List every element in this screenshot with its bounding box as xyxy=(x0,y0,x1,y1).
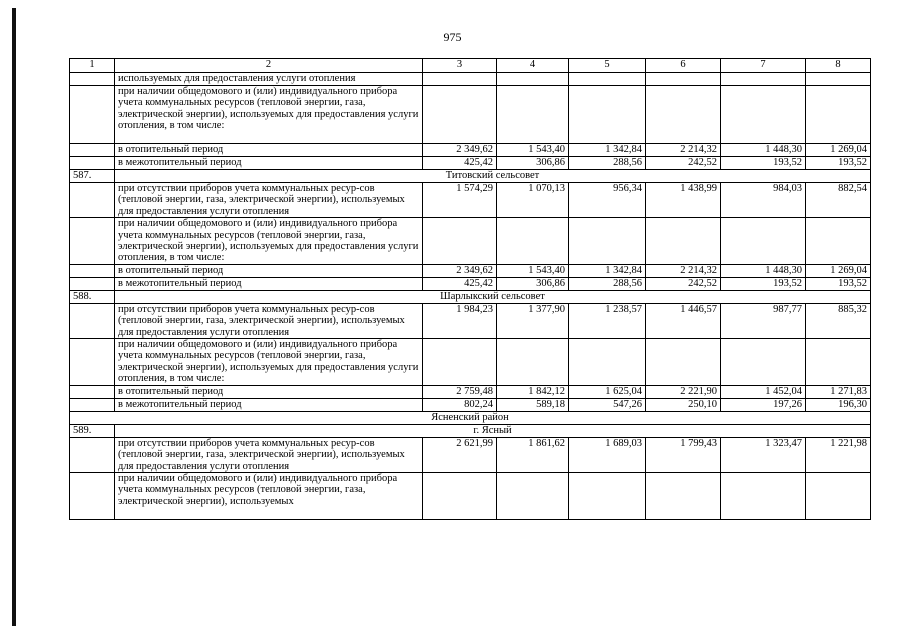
tariff-value xyxy=(569,86,646,144)
tariff-value xyxy=(646,86,721,144)
table-row xyxy=(70,303,871,338)
table-row xyxy=(70,398,871,411)
row-description: в отопительный период xyxy=(115,264,423,277)
row-number xyxy=(70,73,115,86)
tariff-value: 1 342,84 xyxy=(569,264,646,277)
tariff-value: 1 377,90 xyxy=(497,303,569,338)
tariff-value xyxy=(806,73,871,86)
tariff-value xyxy=(497,472,569,519)
tariff-value xyxy=(497,73,569,86)
tariff-value xyxy=(721,86,806,144)
tariff-value: 425,42 xyxy=(423,277,497,290)
tariff-table-body xyxy=(70,59,871,520)
table-row xyxy=(70,385,871,398)
tariff-value xyxy=(806,339,871,386)
tariff-value: 1 984,23 xyxy=(423,303,497,338)
column-header: 4 xyxy=(497,59,569,73)
tariff-value: 193,52 xyxy=(721,277,806,290)
row-description: в межотопительный период xyxy=(115,398,423,411)
row-description: в межотопительный период xyxy=(115,277,423,290)
tariff-value xyxy=(569,472,646,519)
tariff-value: 1 625,04 xyxy=(569,385,646,398)
tariff-value xyxy=(569,218,646,265)
column-header-row xyxy=(70,59,871,73)
tariff-value: 242,52 xyxy=(646,157,721,170)
tariff-value xyxy=(646,339,721,386)
row-number xyxy=(70,183,115,218)
tariff-value: 1 269,04 xyxy=(806,144,871,157)
section-row xyxy=(70,170,871,183)
row-number xyxy=(70,339,115,386)
section-number: 589. xyxy=(70,424,115,437)
tariff-value: 2 214,32 xyxy=(646,144,721,157)
table-row xyxy=(70,144,871,157)
row-description: при отсутствии приборов учета коммунальных ресур-сов (тепловой энергии, газа, электрической энергии), используемых для предоставления услуги отопления xyxy=(115,437,423,472)
tariff-value xyxy=(423,339,497,386)
row-description: при наличии общедомового и (или) индивидуального прибора учета коммунальных ресурсов (тепловой энергии, газа, электрической энергии), используемых для предоставления услуги отопления, в том числе: xyxy=(115,218,423,265)
tariff-value: 1 323,47 xyxy=(721,437,806,472)
table-row xyxy=(70,183,871,218)
tariff-value: 882,54 xyxy=(806,183,871,218)
tariff-value xyxy=(806,218,871,265)
tariff-value: 2 349,62 xyxy=(423,264,497,277)
district-row xyxy=(70,411,871,424)
tariff-value: 956,34 xyxy=(569,183,646,218)
column-header: 1 xyxy=(70,59,115,73)
tariff-value: 984,03 xyxy=(721,183,806,218)
tariff-value: 1 070,13 xyxy=(497,183,569,218)
tariff-value: 2 759,48 xyxy=(423,385,497,398)
tariff-value: 193,52 xyxy=(806,157,871,170)
column-header: 5 xyxy=(569,59,646,73)
table-row xyxy=(70,73,871,86)
tariff-value: 1 861,62 xyxy=(497,437,569,472)
row-number xyxy=(70,157,115,170)
section-title: г. Ясный xyxy=(115,424,871,437)
row-description: при наличии общедомового и (или) индивидуального прибора учета коммунальных ресурсов (тепловой энергии, газа, электрической энергии), используемых для предоставления услуги отопления, в том числе: xyxy=(115,339,423,386)
tariff-value: 196,30 xyxy=(806,398,871,411)
table-row xyxy=(70,472,871,519)
tariff-value: 589,18 xyxy=(497,398,569,411)
page-number: 975 xyxy=(443,30,462,44)
section-row xyxy=(70,290,871,303)
column-header: 7 xyxy=(721,59,806,73)
tariff-value: 306,86 xyxy=(497,277,569,290)
table-row xyxy=(70,277,871,290)
tariff-value: 2 214,32 xyxy=(646,264,721,277)
tariff-value xyxy=(806,472,871,519)
row-description: при отсутствии приборов учета коммунальных ресур-сов (тепловой энергии, газа, электрической энергии), используемых для предоставления услуги отопления xyxy=(115,303,423,338)
tariff-value xyxy=(497,218,569,265)
tariff-value: 250,10 xyxy=(646,398,721,411)
tariff-value: 2 349,62 xyxy=(423,144,497,157)
section-number: 588. xyxy=(70,290,115,303)
tariff-value xyxy=(569,339,646,386)
tariff-value xyxy=(423,472,497,519)
tariff-value xyxy=(646,472,721,519)
tariff-value xyxy=(423,86,497,144)
tariff-value xyxy=(569,73,646,86)
tariff-value: 306,86 xyxy=(497,157,569,170)
tariff-table xyxy=(69,58,871,520)
tariff-value xyxy=(806,86,871,144)
tariff-value: 2 221,90 xyxy=(646,385,721,398)
row-description: при наличии общедомового и (или) индивидуального прибора учета коммунальных ресурсов (тепловой энергии, газа, электрической энергии), используемых для предоставления услуги отопления, в том числе: xyxy=(115,86,423,144)
row-number xyxy=(70,277,115,290)
tariff-value: 1 574,29 xyxy=(423,183,497,218)
table-row xyxy=(70,437,871,472)
tariff-value: 1 452,04 xyxy=(721,385,806,398)
column-header: 3 xyxy=(423,59,497,73)
tariff-value: 2 621,99 xyxy=(423,437,497,472)
tariff-value: 197,26 xyxy=(721,398,806,411)
tariff-value: 1 842,12 xyxy=(497,385,569,398)
tariff-value xyxy=(721,472,806,519)
tariff-value: 547,26 xyxy=(569,398,646,411)
tariff-value xyxy=(646,73,721,86)
row-number xyxy=(70,385,115,398)
tariff-value: 193,52 xyxy=(806,277,871,290)
section-number: 587. xyxy=(70,170,115,183)
row-number xyxy=(70,398,115,411)
table-row xyxy=(70,339,871,386)
row-number xyxy=(70,437,115,472)
row-description: в межотопительный период xyxy=(115,157,423,170)
tariff-value: 1 799,43 xyxy=(646,437,721,472)
table-row xyxy=(70,218,871,265)
page-edge-shadow xyxy=(12,8,16,626)
column-header: 6 xyxy=(646,59,721,73)
tariff-value: 1 446,57 xyxy=(646,303,721,338)
tariff-value xyxy=(646,218,721,265)
tariff-value: 1 543,40 xyxy=(497,144,569,157)
column-header: 8 xyxy=(806,59,871,73)
row-number xyxy=(70,218,115,265)
tariff-value: 1 221,98 xyxy=(806,437,871,472)
section-title: Титовский сельсовет xyxy=(115,170,871,183)
section-row xyxy=(70,424,871,437)
tariff-value: 288,56 xyxy=(569,157,646,170)
row-description: в отопительный период xyxy=(115,385,423,398)
tariff-value: 242,52 xyxy=(646,277,721,290)
tariff-value: 1 342,84 xyxy=(569,144,646,157)
tariff-value: 288,56 xyxy=(569,277,646,290)
tariff-value: 193,52 xyxy=(721,157,806,170)
tariff-value xyxy=(721,339,806,386)
table-row xyxy=(70,86,871,144)
tariff-value xyxy=(721,218,806,265)
tariff-value: 987,77 xyxy=(721,303,806,338)
row-number xyxy=(70,303,115,338)
section-title: Шарлыкский сельсовет xyxy=(115,290,871,303)
row-number xyxy=(70,472,115,519)
tariff-value: 1 689,03 xyxy=(569,437,646,472)
tariff-value xyxy=(423,218,497,265)
tariff-value xyxy=(721,73,806,86)
row-number xyxy=(70,86,115,144)
tariff-value: 1 269,04 xyxy=(806,264,871,277)
tariff-value: 1 438,99 xyxy=(646,183,721,218)
tariff-value: 1 448,30 xyxy=(721,144,806,157)
row-description: при отсутствии приборов учета коммунальных ресур-сов (тепловой энергии, газа, электрической энергии), используемых для предоставления услуги отопления xyxy=(115,183,423,218)
tariff-value: 425,42 xyxy=(423,157,497,170)
row-number xyxy=(70,264,115,277)
tariff-value xyxy=(423,73,497,86)
tariff-value: 885,32 xyxy=(806,303,871,338)
table-row xyxy=(70,264,871,277)
tariff-value xyxy=(497,86,569,144)
tariff-value: 1 238,57 xyxy=(569,303,646,338)
column-header: 2 xyxy=(115,59,423,73)
tariff-value xyxy=(497,339,569,386)
row-description: при наличии общедомового и (или) индивидуального прибора учета коммунальных ресурсов (тепловой энергии, газа, электрической энергии), используемых xyxy=(115,472,423,519)
row-description: в отопительный период xyxy=(115,144,423,157)
tariff-value: 1 448,30 xyxy=(721,264,806,277)
tariff-value: 1 271,83 xyxy=(806,385,871,398)
tariff-value: 1 543,40 xyxy=(497,264,569,277)
district-title: Ясненский район xyxy=(70,411,871,424)
row-number xyxy=(70,144,115,157)
table-row xyxy=(70,157,871,170)
row-description: используемых для предоставления услуги отопления xyxy=(115,73,423,86)
tariff-value: 802,24 xyxy=(423,398,497,411)
